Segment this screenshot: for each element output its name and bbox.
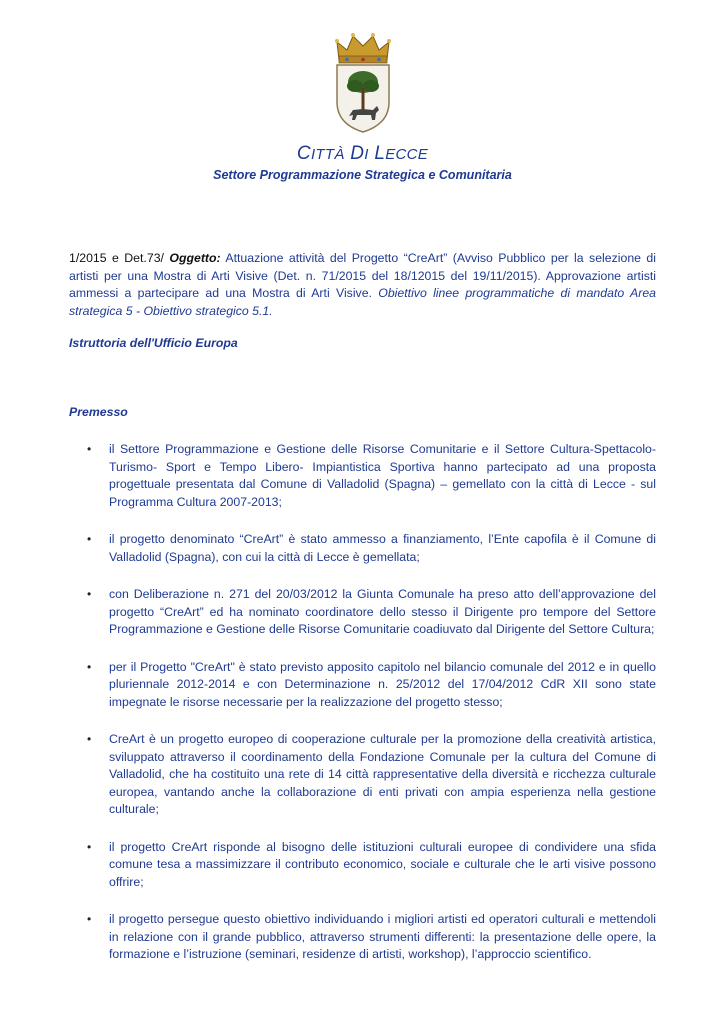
list-item <box>69 731 656 819</box>
intro-paragraph <box>69 250 656 320</box>
premesso-heading: Premesso <box>69 405 128 419</box>
list-item <box>69 441 656 511</box>
page-title <box>0 143 725 165</box>
oggetto-text: Attuazione attività del Progetto “CreArt” (Avviso Pubblico per la selezione di artisti per una Mostra di Arti Visive (Det. n. 71/2015 del 18/12015 del 19/11/2015). Approvazione artisti ammessi a partecipare ad una Mostra di Arti Visive. <box>69 251 657 300</box>
istruttoria-heading: Istruttoria dell'Ufficio Europa <box>69 336 238 350</box>
list-item <box>69 659 656 712</box>
bullet-icon: • <box>87 442 92 456</box>
oggetto-label: Oggetto: <box>169 251 221 265</box>
list-item <box>69 911 656 964</box>
title-text: CITTÀ DI LECCE <box>296 143 429 164</box>
city-coat-of-arms-icon <box>329 30 397 134</box>
list-item-text: il Settore Programmazione e Gestione delle Risorse Comunitarie e il Settore Cultura-Spettacolo-Turismo- Sport e Tempo Libero- Impiantistica Sportiva hanno partecipato ad una proposta progettuale presentata dal Comune di Valladolid (Spagna) – gemellato con la città di Lecce - sul Programma Cultura 2007-2013; <box>109 442 656 509</box>
list-item <box>69 839 656 892</box>
page-subtitle: Settore Programmazione Strategica e Comunitaria <box>213 168 512 182</box>
list-item-text: il progetto CreArt risponde al bisogno delle istituzioni culturali europee di condividere una sfida comune tesa a massimizzare il contributo economico, sociale e culturale che le arti visive possono offrire; <box>109 839 656 889</box>
objective-text: Obiettivo linee programmatiche di mandato Area strategica 5 - Obiettivo strategico 5.1. <box>69 286 656 318</box>
bullet-icon: • <box>87 839 92 854</box>
list-item-text: il progetto denominato “CreArt” è stato ammesso a finanziamento, l’Ente capofila è il Comune di Valladolid (Spagna), con cui la città di Lecce è gemellata; <box>109 532 656 564</box>
list-item-text: il progetto persegue questo obiettivo individuando i migliori artisti ed operatori culturali e mettendoli in relazione con il grande pubblico, attraverso strumenti differenti: la presentazione delle opere, la formazione e l’istruzione (seminari, residenze di artisti, workshop), l’approccio scientifico. <box>109 912 656 961</box>
bullet-icon: • <box>87 912 92 926</box>
list-item-text: CreArt è un progetto europeo di cooperazione culturale per la promozione della creatività artistica, sviluppato attraverso il coordinamento della Fondazione Comunale per la cultura del Comune di Valladolid, che ha costituito una rete di 14 città rappresentative della diversità e ricchezza culturale europea, vantando anche la collaborazione di enti privati con ampia esperienza nella gestione culturale; <box>109 732 656 816</box>
list-item <box>69 586 656 639</box>
reference-number: 1/2015 e Det.73/ <box>69 251 164 265</box>
list-item-text: per il Progetto "CreArt" è stato previsto apposito capitolo nel bilancio comunale del 2012 e in quello pluriennale 2012-2014 e con Determinazione n. 25/2012 del 17/04/2012 CdR XII sono state impegnate le risorse necessarie per la realizzazione del progetto stesso; <box>109 659 656 709</box>
list-item-text: con Deliberazione n. 271 del 20/03/2012 la Giunta Comunale ha preso atto dell’approvazione del progetto “CreArt” ed ha nominato coordinatore dello stesso il Dirigente pro tempore del Settore Programmazione e Gestione delle Risorse Comunitarie coadiuvato dal Dirigente del Settore Cultura; <box>109 587 656 636</box>
bullet-icon: • <box>87 587 92 601</box>
bullet-icon: • <box>87 659 92 674</box>
bullet-icon: • <box>87 532 92 546</box>
premesso-list <box>69 441 656 964</box>
list-item <box>69 531 656 566</box>
bullet-icon: • <box>87 732 92 746</box>
